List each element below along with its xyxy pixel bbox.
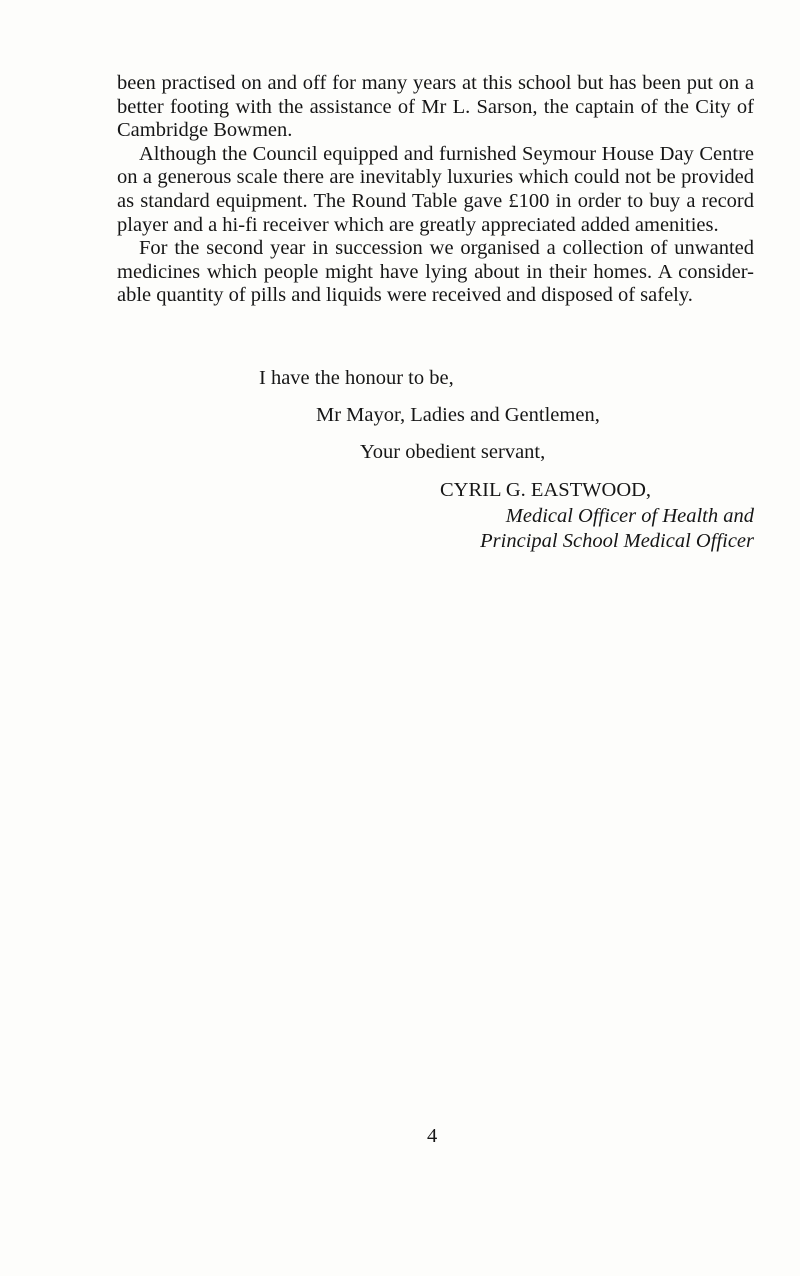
closing-line-servant: Your obedient servant, <box>360 441 546 463</box>
paragraph-medicines: For the second year in succession we organised a collection of unwanted medicines which people might have lying about in their homes. A consider-able quantity of pills and liquids were received and disposed of safely. <box>117 237 754 307</box>
closing-line-honour: I have the honour to be, <box>259 367 454 389</box>
closing-line-salutation: Mr Mayor, Ladies and Gentlemen, <box>316 404 600 426</box>
body-text <box>117 72 754 308</box>
signatory-title-line-2: Principal School Medical Officer <box>480 529 754 552</box>
signatory-title-line-1: Medical Officer of Health and <box>505 505 754 527</box>
signatory-title <box>480 504 754 553</box>
signatory-name: CYRIL G. EASTWOOD, <box>440 479 652 501</box>
paragraph-archery: been practised on and off for many years at this school but has been put on a better footing with the assistance of Mr L. Sarson, the captain of the City of Cambridge Bowmen. <box>117 72 754 142</box>
paragraph-seymour-house: Although the Council equipped and furnished Seymour House Day Centre on a generous scale there are inevitably luxuries which could not be provided as standard equipment. The Round Table gave £100 in order to buy a record player and a hi-fi receiver which are greatly appreciated added amenities. <box>117 142 754 236</box>
page-number: 4 <box>427 1125 438 1147</box>
